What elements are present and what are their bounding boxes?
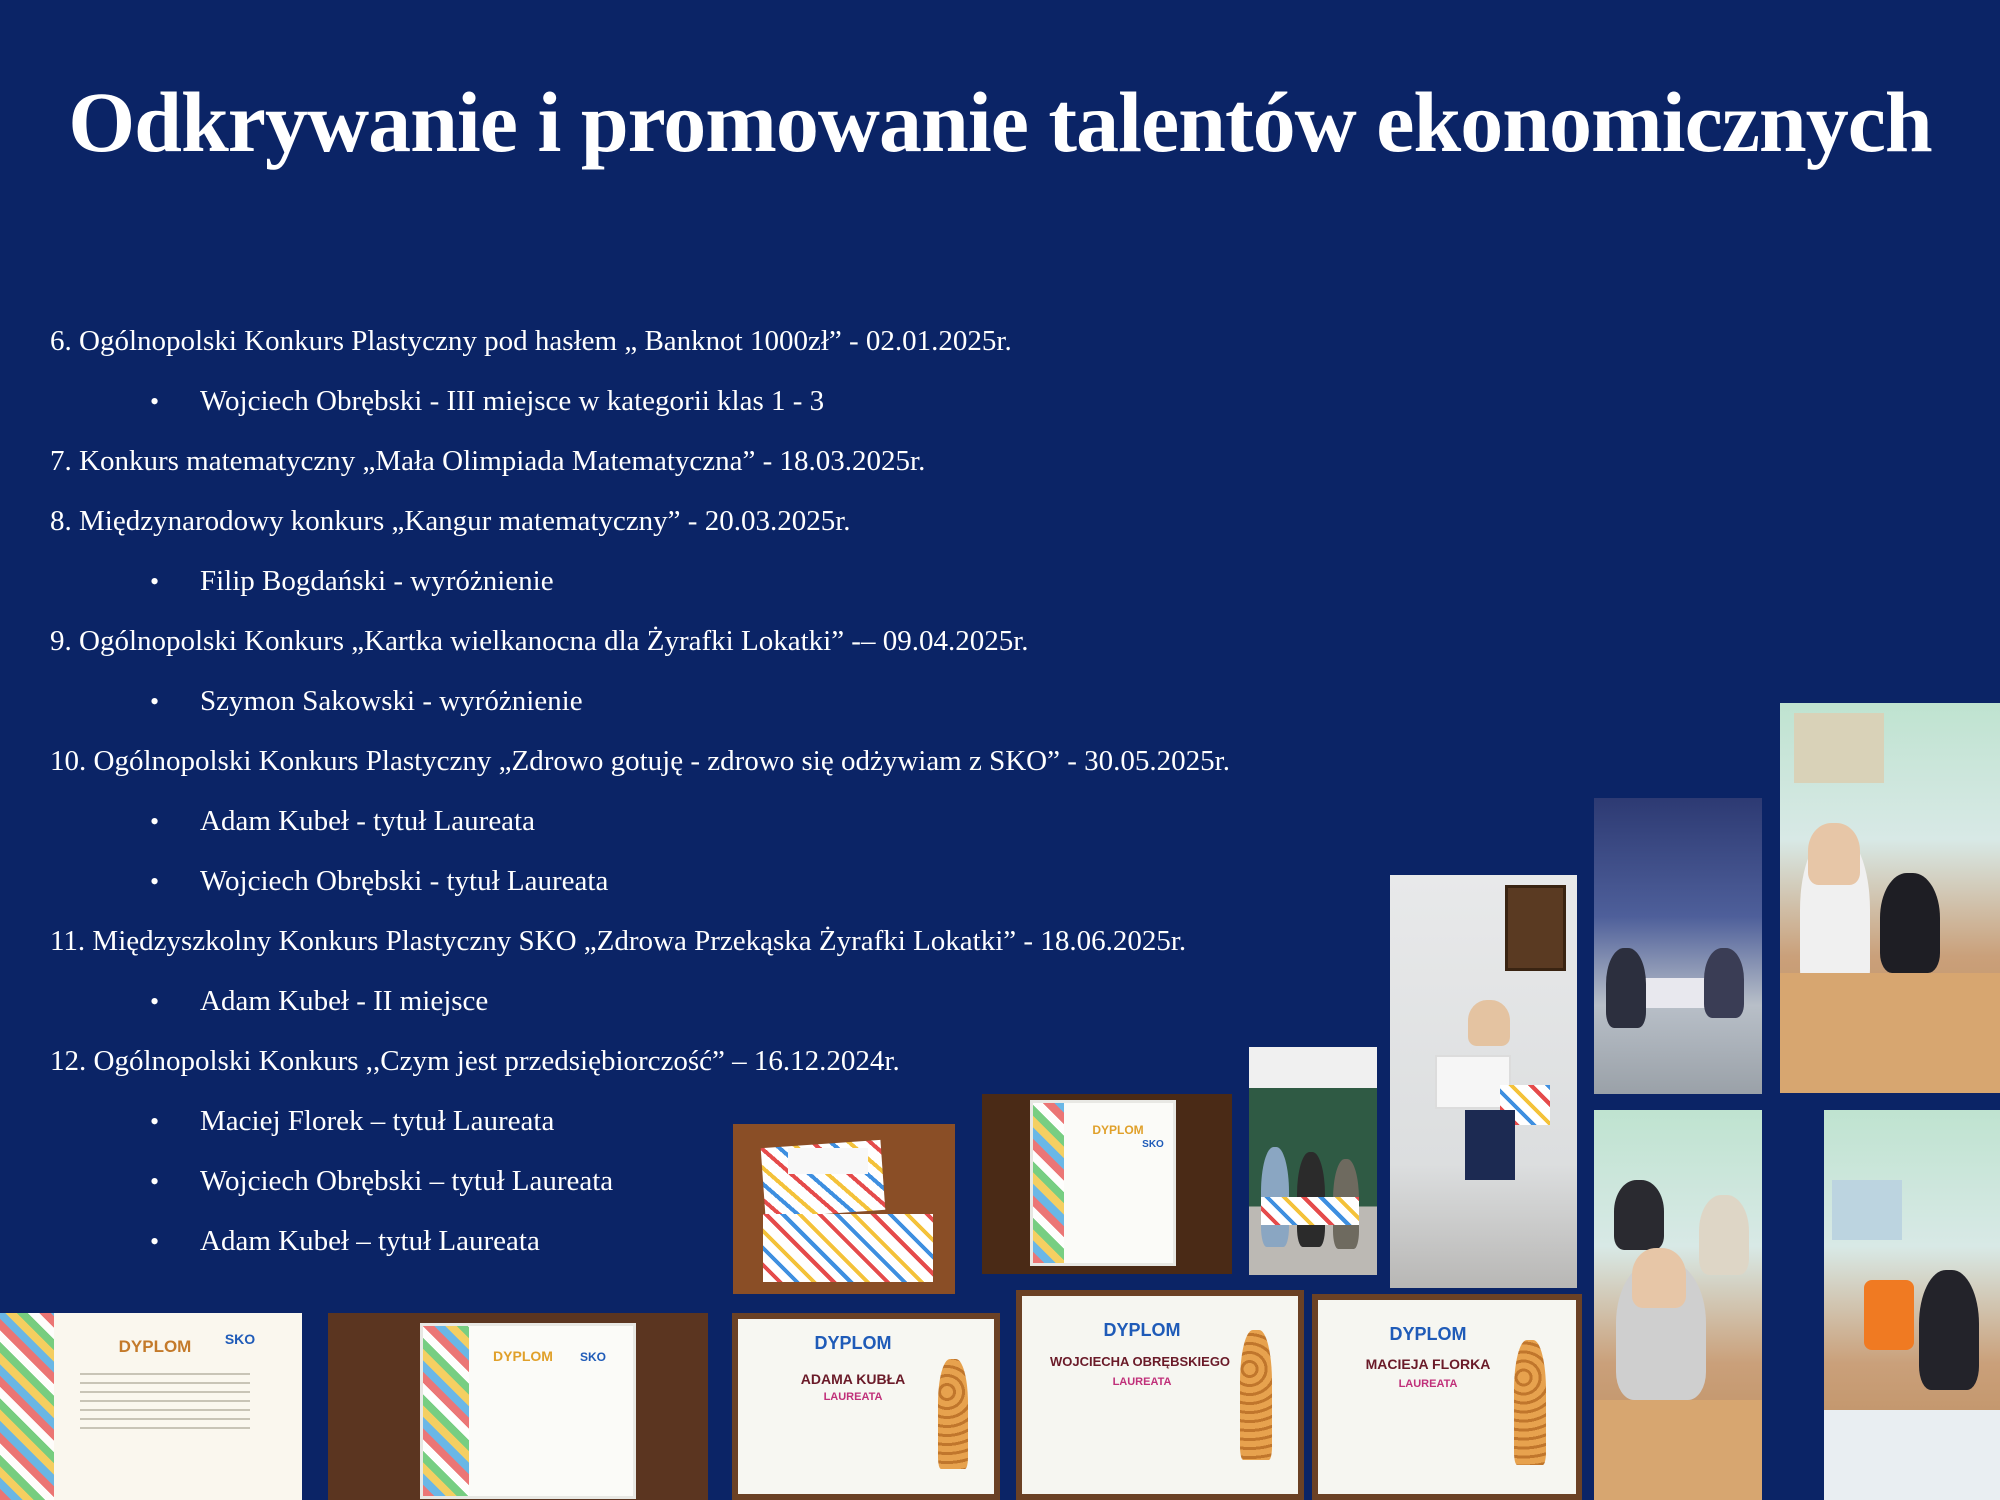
list-item: 10. Ogólnopolski Konkurs Plastyczny „Zdrowo gotuję - zdrowo się odżywiam z SKO” - 30.05.2025r. bbox=[50, 745, 1230, 777]
diploma bbox=[420, 1323, 636, 1499]
photo-diploma-wojciech bbox=[1016, 1290, 1304, 1500]
bullet-icon: • bbox=[150, 1227, 160, 1256]
list-item: 8. Międzynarodowy konkurs „Kangur matematyczny” - 20.03.2025r. bbox=[50, 505, 851, 537]
student bbox=[1606, 948, 1646, 1028]
sko-logo: SKO bbox=[224, 1331, 256, 1347]
list-subitem: • Wojciech Obrębski - III miejsce w kategorii klas 1 - 3 bbox=[50, 376, 1470, 436]
diploma bbox=[1030, 1100, 1176, 1266]
photo-boy-diploma bbox=[1390, 875, 1577, 1288]
student-face bbox=[1468, 1000, 1510, 1046]
sko-logo: SKO bbox=[579, 1350, 606, 1364]
photo-diploma-maciej bbox=[1312, 1294, 1582, 1500]
diploma-recipient: WOJCIECHA OBRĘBSKIEGO bbox=[1049, 1354, 1231, 1369]
photo-classroom-orange bbox=[1824, 1110, 2000, 1500]
student bbox=[1880, 873, 1940, 973]
photo-drawings-table bbox=[733, 1124, 955, 1294]
list-item: 6. Ogólnopolski Konkurs Plastyczny pod hasłem „ Banknot 1000zł” - 02.01.2025r. bbox=[50, 325, 1012, 357]
giraffe-icon bbox=[1514, 1340, 1546, 1465]
desk bbox=[1780, 973, 2000, 1093]
bullet-icon: • bbox=[150, 687, 160, 716]
bullet-icon: • bbox=[150, 1107, 160, 1136]
photo-hall-tables bbox=[1594, 798, 1762, 1094]
diploma-recipient: MACIEJA FLORKA bbox=[1365, 1356, 1491, 1372]
diploma-title: DYPLOM bbox=[814, 1333, 892, 1353]
diploma-award: LAUREATA bbox=[1398, 1378, 1458, 1390]
bullet-icon: • bbox=[150, 387, 160, 416]
student bbox=[1614, 1180, 1664, 1250]
desk bbox=[1824, 1410, 2000, 1500]
sko-logo: SKO bbox=[1142, 1139, 1164, 1150]
drawings-held bbox=[1261, 1197, 1359, 1225]
photo-diploma-scan bbox=[0, 1313, 302, 1500]
list-subitem: • Szymon Sakowski - wyróżnienie bbox=[50, 676, 1470, 736]
bullet-icon: • bbox=[150, 867, 160, 896]
diploma-decoration bbox=[1033, 1103, 1064, 1263]
diploma-award: LAUREATA bbox=[1112, 1376, 1172, 1388]
diploma-title: DYPLOM bbox=[493, 1348, 553, 1364]
photo-classroom-boy bbox=[1594, 1110, 1762, 1500]
paper bbox=[788, 1148, 868, 1174]
bullet-icon: • bbox=[150, 987, 160, 1016]
slide-title: Odkrywanie i promowanie talentów ekonomicznych bbox=[68, 74, 1932, 170]
list-item: 7. Konkurs matematyczny „Mała Olimpiada Matematyczna” - 18.03.2025r. bbox=[50, 445, 926, 477]
photo-classroom-girl bbox=[1780, 703, 2000, 1093]
list-item: 12. Ogólnopolski Konkurs ,,Czym jest przedsiębiorczość” – 16.12.2024r. bbox=[50, 1045, 900, 1077]
drawing bbox=[763, 1214, 933, 1282]
diploma-decoration bbox=[0, 1313, 54, 1500]
diploma-title: DYPLOM bbox=[118, 1337, 192, 1356]
giraffe-icon bbox=[1240, 1330, 1272, 1460]
list-subitem: • Wojciech Obrębski - tytuł Laureata bbox=[50, 856, 1470, 916]
student bbox=[1919, 1270, 1979, 1390]
map-poster bbox=[1794, 713, 1884, 783]
list-subitem: • Maciej Florek – tytuł Laureata bbox=[50, 1096, 1470, 1156]
list-subitem: • Adam Kubeł – tytuł Laureata bbox=[50, 1216, 1470, 1276]
framed-picture bbox=[1505, 885, 1566, 971]
diploma-award: LAUREATA bbox=[823, 1391, 883, 1403]
list-subitem: • Wojciech Obrębski – tytuł Laureata bbox=[50, 1156, 1470, 1216]
list-subitem: • Filip Bogdański - wyróżnienie bbox=[50, 556, 1470, 616]
photo-diploma-adam bbox=[732, 1313, 1000, 1500]
photo-children-board bbox=[1249, 1047, 1377, 1275]
bullet-icon: • bbox=[150, 807, 160, 836]
photo-diploma-wood bbox=[982, 1094, 1232, 1274]
list-subitem: • Adam Kubeł - II miejsce bbox=[50, 976, 1470, 1036]
bullet-icon: • bbox=[150, 1167, 160, 1196]
diploma-title: DYPLOM bbox=[1092, 1123, 1144, 1137]
student-face bbox=[1808, 823, 1860, 885]
poster bbox=[1832, 1180, 1902, 1240]
photo-diploma-board bbox=[328, 1313, 708, 1500]
student bbox=[1704, 948, 1744, 1018]
student-face bbox=[1632, 1248, 1686, 1308]
diploma-recipient: ADAMA KUBŁA bbox=[800, 1371, 906, 1387]
diploma-title: DYPLOM bbox=[1389, 1324, 1467, 1344]
shorts bbox=[1465, 1110, 1515, 1180]
list-item: 9. Ogólnopolski Konkurs „Kartka wielkanocna dla Żyrafki Lokatki” -– 09.04.2025r. bbox=[50, 625, 1029, 657]
bullet-icon: • bbox=[150, 567, 160, 596]
diploma-title: DYPLOM bbox=[1103, 1320, 1181, 1340]
diploma-text bbox=[80, 1373, 250, 1433]
desk bbox=[1594, 1400, 1762, 1500]
giraffe-icon bbox=[938, 1359, 968, 1469]
orange-toy bbox=[1864, 1280, 1914, 1350]
student bbox=[1699, 1195, 1749, 1275]
list-item: 11. Międzyszkolny Konkurs Plastyczny SKO „Zdrowa Przekąska Żyrafki Lokatki” - 18.06.2025r. bbox=[50, 925, 1187, 957]
diploma-decoration bbox=[423, 1326, 469, 1496]
list-subitem: • Adam Kubeł - tytuł Laureata bbox=[50, 796, 1470, 856]
